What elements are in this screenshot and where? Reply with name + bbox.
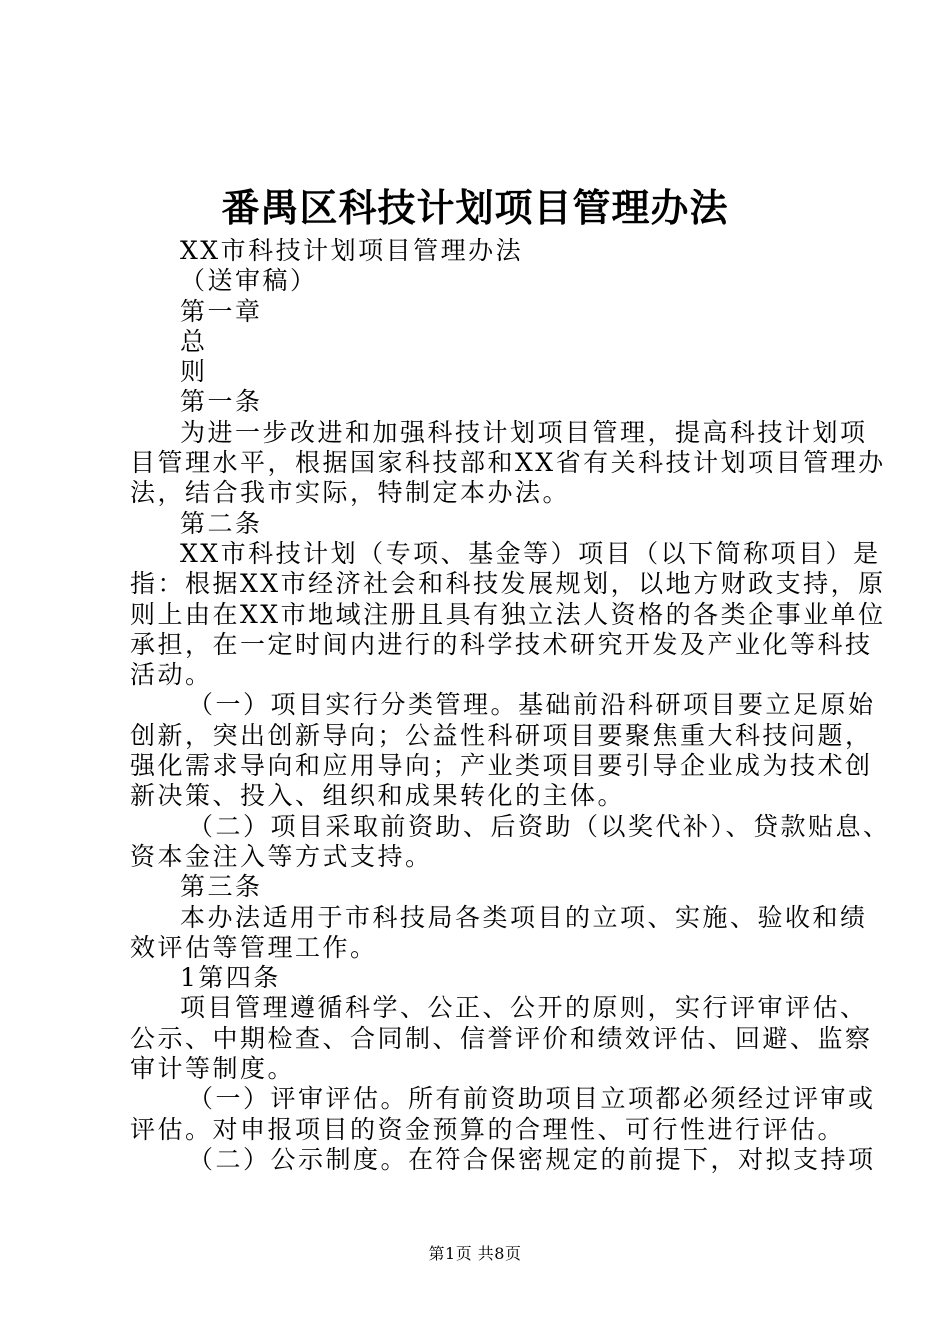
text-line: （一）评审评估。所有前资助项目立项都必须经过评审或 <box>188 1084 876 1114</box>
text-line: 强化需求导向和应用导向；产业类项目要引导企业成为技术创 <box>130 751 873 781</box>
text-line: 活动。 <box>130 660 213 690</box>
text-line: XX市科技计划（专项、基金等）项目（以下简称项目）是 <box>180 538 881 568</box>
text-line: 则上由在XX市地域注册且具有独立法人资格的各类企事业单位 <box>130 599 886 629</box>
text-line: （一）项目实行分类管理。基础前沿科研项目要立足原始 <box>188 690 876 720</box>
text-line: 1第四条 <box>180 963 281 993</box>
text-line: 本办法适用于市科技局各类项目的立项、实施、验收和绩 <box>180 902 868 932</box>
text-line: （二）公示制度。在符合保密规定的前提下，对拟支持项 <box>188 1144 876 1174</box>
text-line: 第二条 <box>180 508 263 538</box>
text-line: 总 <box>180 326 208 356</box>
text-line: 指：根据XX市经济社会和科技发展规划，以地方财政支持，原 <box>130 569 886 599</box>
document-title: 番禺区科技计划项目管理办法 <box>221 185 729 230</box>
text-line: 第一条 <box>180 387 263 417</box>
text-line: 项目管理遵循科学、公正、公开的原则，实行评审评估、 <box>180 993 868 1023</box>
text-line: 第三条 <box>180 872 263 902</box>
text-line: 资本金注入等方式支持。 <box>130 841 433 871</box>
text-line: （二）项目采取前资助、后资助（以奖代补）、贷款贴息、 <box>188 811 891 841</box>
text-line: 承担，在一定时间内进行的科学技术研究开发及产业化等科技 <box>130 629 873 659</box>
text-line: 法，结合我市实际，特制定本办法。 <box>130 478 571 508</box>
text-line: 创新，突出创新导向；公益性科研项目要聚焦重大科技问题， <box>130 720 873 750</box>
page-footer: 第1页 共8页 <box>428 1244 522 1263</box>
text-line: XX市科技计划项目管理办法 <box>180 236 524 265</box>
text-line: 评估。对申报项目的资金预算的合理性、可行性进行评估。 <box>130 1114 846 1144</box>
text-line: 审计等制度。 <box>130 1054 296 1084</box>
text-line: 公示、中期检查、合同制、信誉评价和绩效评估、回避、监察 <box>130 1023 873 1053</box>
text-line: 为进一步改进和加强科技计划项目管理，提高科技计划项 <box>180 417 868 447</box>
text-line: （送审稿） <box>180 266 318 296</box>
text-line: 效评估等管理工作。 <box>130 932 378 962</box>
text-line: 第一章 <box>180 296 263 326</box>
text-line: 目管理水平，根据国家科技部和XX省有关科技计划项目管理办 <box>130 448 886 478</box>
text-line: 则 <box>180 357 208 387</box>
text-line: 新决策、投入、组织和成果转化的主体。 <box>130 781 626 811</box>
document-body <box>130 236 891 1175</box>
